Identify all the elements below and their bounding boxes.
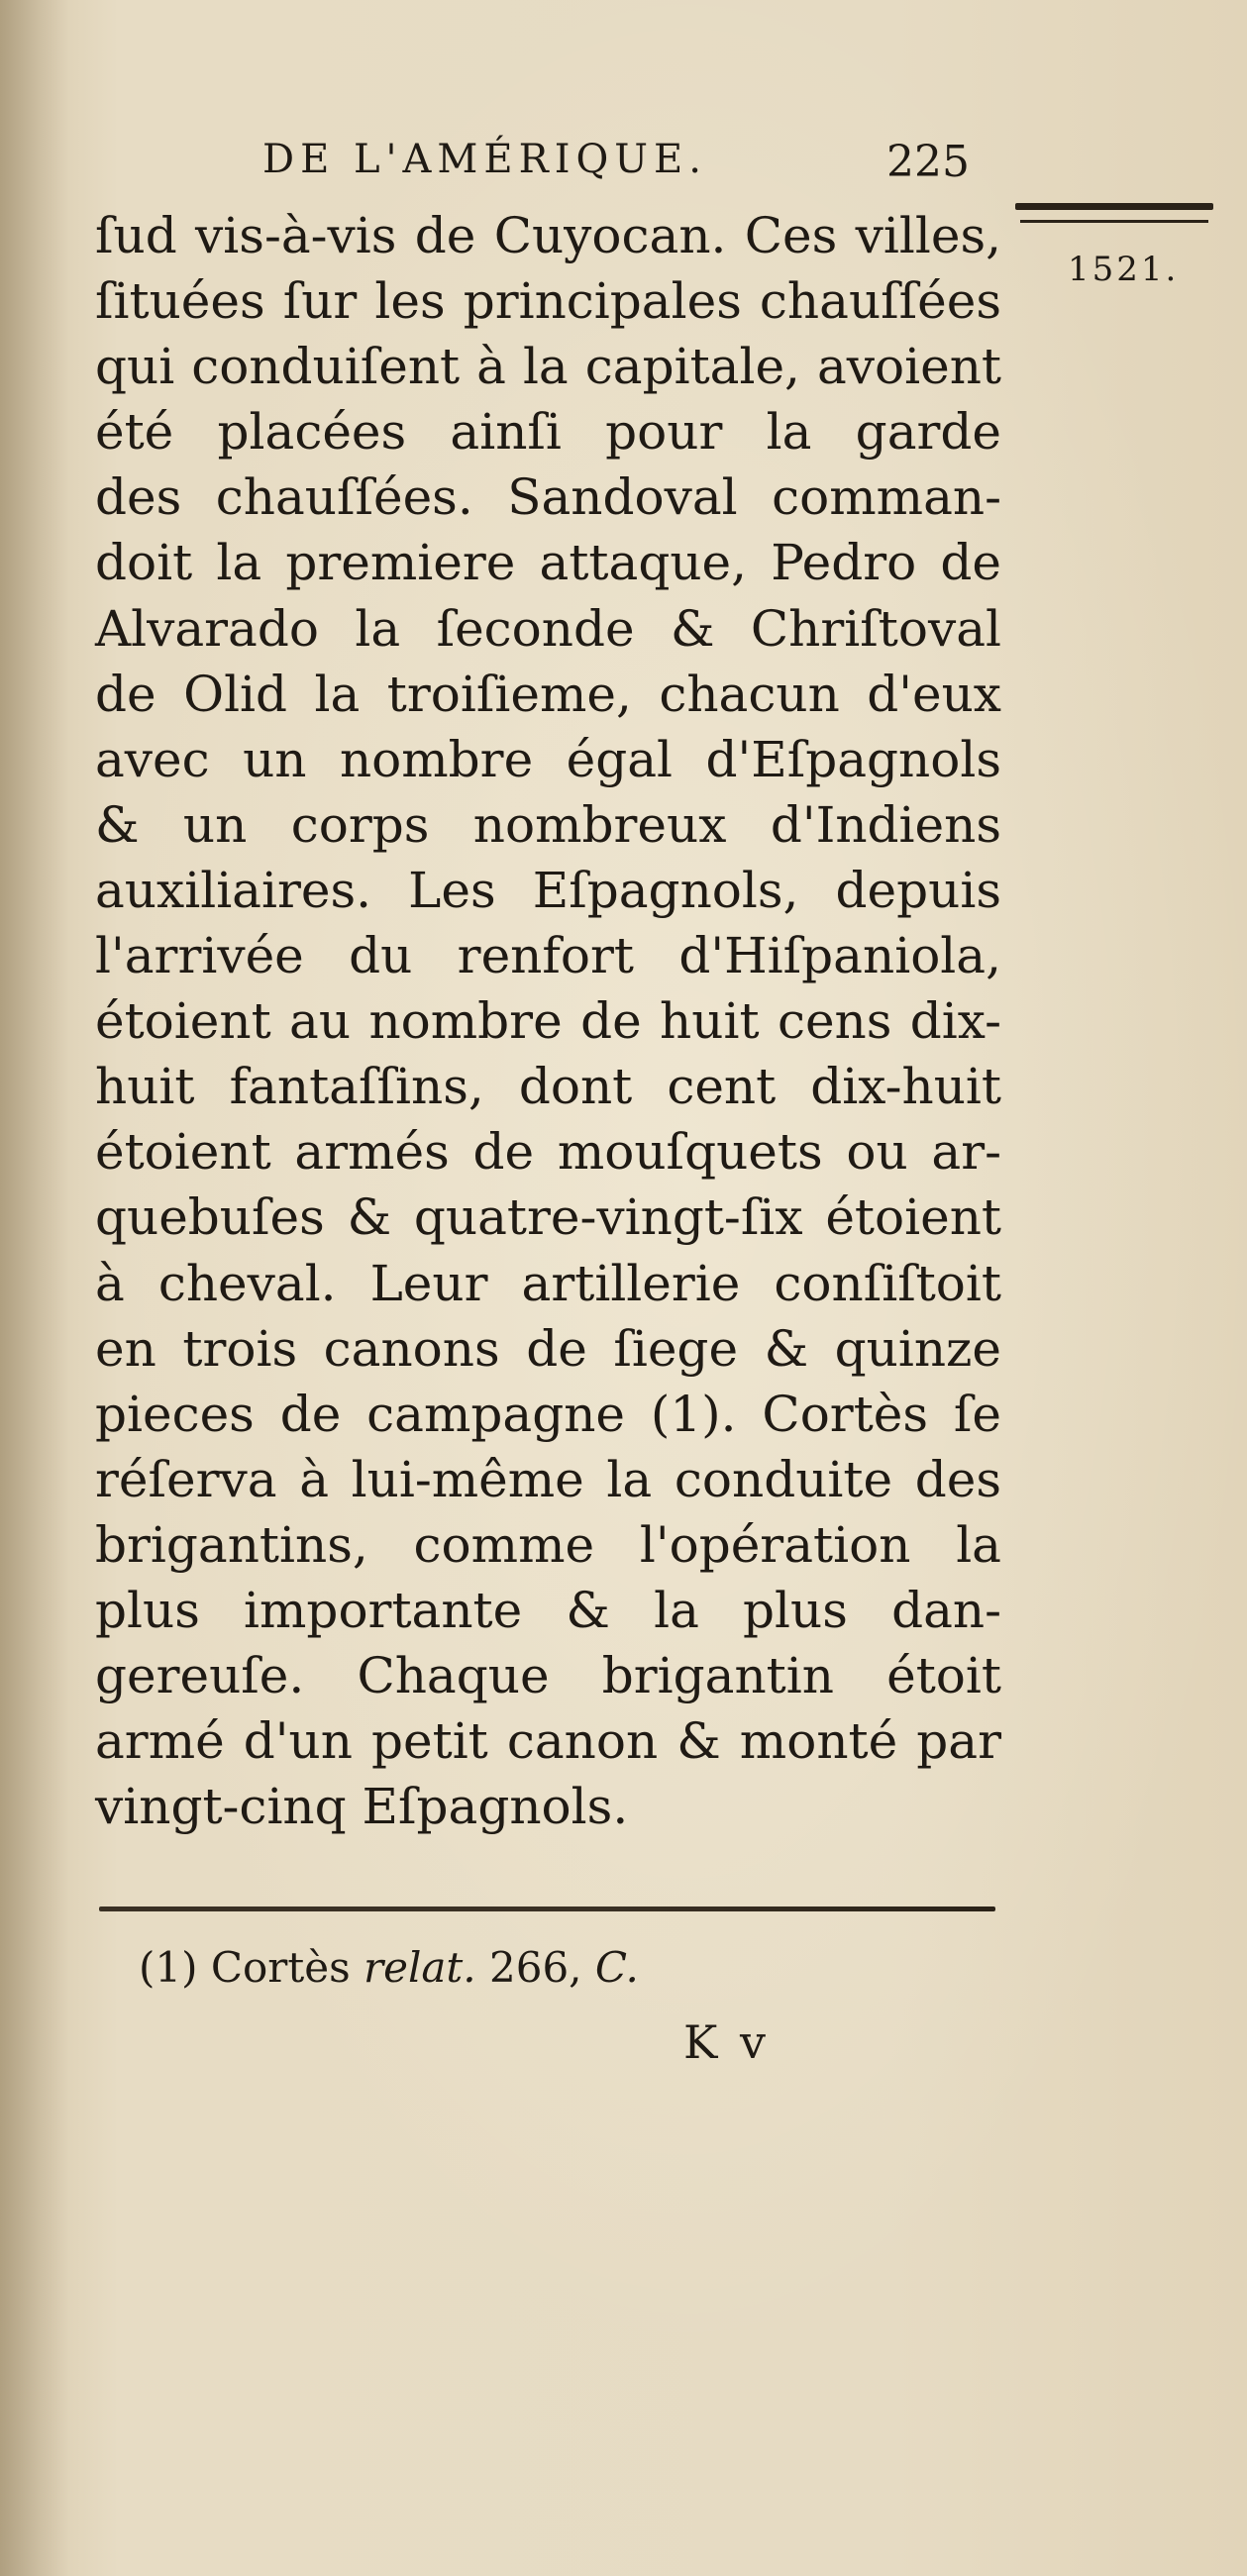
text-line: étoient au nombre de huit cens dix- bbox=[95, 992, 1001, 1051]
footnote-col: C. bbox=[594, 1943, 639, 1992]
text-line: plus importante & la plus dan- bbox=[95, 1581, 1001, 1639]
footnote-page: 266, bbox=[489, 1943, 582, 1992]
footnote-rule bbox=[99, 1906, 995, 1911]
text-line: à cheval. Leur artillerie conſiſtoit bbox=[95, 1254, 1001, 1312]
text-line: & un corps nombreux d'Indiens bbox=[95, 795, 1001, 854]
header-rule-thin bbox=[1020, 220, 1208, 223]
text-line: gereuſe. Chaque brigantin étoit bbox=[95, 1647, 1001, 1705]
footnote-author: Cortès bbox=[210, 1943, 351, 1992]
page-number: 225 bbox=[886, 137, 970, 187]
text-line: avec un nombre égal d'Eſpagnols bbox=[95, 730, 1001, 788]
body-text bbox=[95, 203, 1001, 1839]
text-line: Alvarado la ſeconde & Chriſtoval bbox=[95, 599, 1001, 658]
text-line: ſud vis-à-vis de Cuyocan. Ces villes, bbox=[95, 207, 1001, 264]
header-rule bbox=[1015, 203, 1213, 210]
text-line: été placées ainſi pour la garde bbox=[95, 403, 1001, 462]
text-line: vingt-cinq Eſpagnols. bbox=[95, 1778, 629, 1836]
text-line: armé d'un petit canon & monté par bbox=[95, 1712, 1001, 1771]
text-line: en trois canons de ſiege & quinze bbox=[95, 1319, 1001, 1378]
text-line: auxiliaires. Les Eſpagnols, depuis bbox=[95, 861, 1001, 919]
text-line: des chauſſées. Sandoval comman- bbox=[95, 468, 1001, 527]
footnote-ref: relat. bbox=[364, 1943, 476, 1992]
footnote-marker: (1) bbox=[139, 1943, 198, 1992]
running-title: DE L'AMÉRIQUE. bbox=[262, 137, 707, 182]
text-line: étoient armés de mouſquets ou ar- bbox=[95, 1123, 1001, 1182]
text-line: de Olid la troiſieme, chacun d'eux bbox=[95, 665, 1001, 723]
text-line: ſituées ſur les principales chauſſées bbox=[95, 272, 1001, 331]
text-line: doit la premiere attaque, Pedro de bbox=[95, 534, 1001, 592]
signature-mark: K v bbox=[683, 2015, 770, 2069]
footnote bbox=[139, 1943, 639, 1992]
gutter-shadow bbox=[0, 0, 69, 2576]
text-line: quebuſes & quatre-vingt-ſix étoient bbox=[95, 1188, 1001, 1247]
text-line: l'arrivée du renfort d'Hiſpaniola, bbox=[95, 927, 1001, 985]
text-line: brigantins, comme l'opération la bbox=[95, 1515, 1001, 1574]
text-line: pieces de campagne (1). Cortès ſe bbox=[95, 1385, 1001, 1443]
text-line: réſerva à lui-même la conduite des bbox=[95, 1450, 1001, 1508]
text-line: qui conduiſent à la capitale, avoient bbox=[95, 338, 1001, 396]
margin-year-note: 1521. bbox=[1068, 250, 1180, 289]
running-head bbox=[262, 137, 1035, 196]
text-line: huit fantaſſins, dont cent dix-huit bbox=[95, 1058, 1001, 1116]
